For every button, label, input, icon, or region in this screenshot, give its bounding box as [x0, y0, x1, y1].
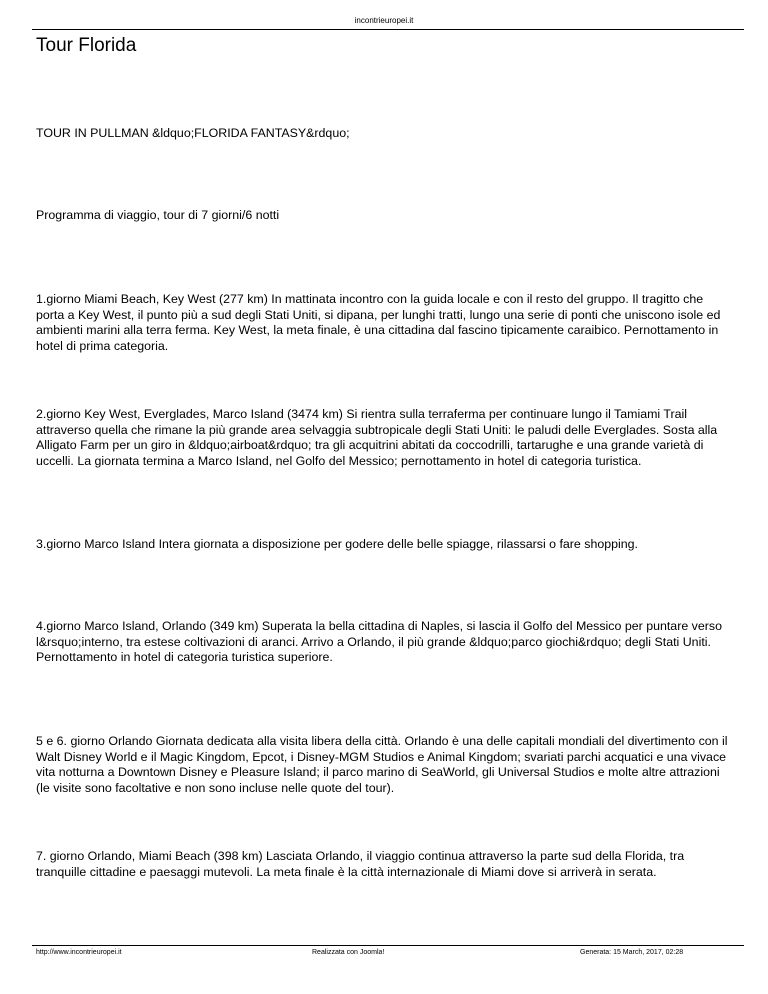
footer-generated-date: Generata: 15 March, 2017, 02:28 [580, 949, 684, 956]
paragraph-day-3: 3.giorno Marco Island Intera giornata a disposizione per godere delle belle spiagge, rilassarsi o fare shopping. [36, 537, 638, 551]
header-divider [32, 29, 744, 30]
paragraph-day-7: 7. giorno Orlando, Miami Beach (398 km) Lasciata Orlando, il viaggio continua attraverso la parte sud della Florida, tra tranquille cittadine e paesaggi mutevoli. La meta finale è la città internazionale di Miami dove si arriverà in serata. [36, 849, 685, 879]
page-title: Tour Florida [36, 35, 137, 56]
paragraph-program: Programma di viaggio, tour di 7 giorni/6 notti [36, 208, 280, 222]
paragraph-day-4: 4.giorno Marco Island, Orlando (349 km) Superata la bella cittadina di Naples, si lascia il Golfo del Messico per puntare verso l&rsquo;interno, tra estese coltivazioni di aranci. Arrivo a Orlando, il più grande &ldquo;parco giochi&rdquo; degli Stati Uniti. Pernottamento in hotel di categoria turistica superiore. [36, 619, 722, 665]
paragraph-day-5-6: 5 e 6. giorno Orlando Giornata dedicata alla visita libera della città. Orlando è una delle capitali mondiali del divertimento con il Walt Disney World e il Magic Kingdom, Epcot, i Disney-MGM Studios e Animal Kingdom; svariati parchi acquatici e una vivace vita notturna a Downtown Disney e Pleasure Island; il parco marino di SeaWorld, gli Universal Studios e molte altre attrazioni (le visite sono facoltative e non sono incluse nelle quote del tour). [36, 734, 728, 795]
site-header: incontrieuropei.it [354, 16, 414, 25]
paragraph-tour-name: TOUR IN PULLMAN &ldquo;FLORIDA FANTASY&rdquo; [36, 126, 350, 140]
footer-credit: Realizzata con Joomla! [312, 949, 385, 956]
paragraph-day-2: 2.giorno Key West, Everglades, Marco Island (3474 km) Si rientra sulla terraferma per continuare lungo il Tamiami Trail attraverso quella che rimane la più grande area selvaggia subtropicale degli Stati Uniti: le paludi delle Everglades. Sosta alla Alligato Farm per un giro in &ldquo;airboat&rdquo; tra gli acquitrini abitati da coccodrilli, tartarughe e una grande varietà di uccelli. La giornata termina a Marco Island, nel Golfo del Messico; pernottamento in hotel di categoria turistica. [36, 407, 718, 468]
footer-divider [32, 945, 744, 946]
footer-url-link[interactable]: http://www.incontrieuropei.it [36, 949, 122, 956]
paragraph-day-1: 1.giorno Miami Beach, Key West (277 km) In mattinata incontro con la guida locale e con il resto del gruppo. Il tragitto che porta a Key West, il punto più a sud degli Stati Uniti, si dipana, per lunghi tratti, lungo una serie di ponti che uniscono isole ed ambienti marini alla terra ferma. Key West, la meta finale, è una cittadina dal fascino tipicamente caraibico. Pernottamento in hotel di prima categoria. [36, 292, 721, 353]
